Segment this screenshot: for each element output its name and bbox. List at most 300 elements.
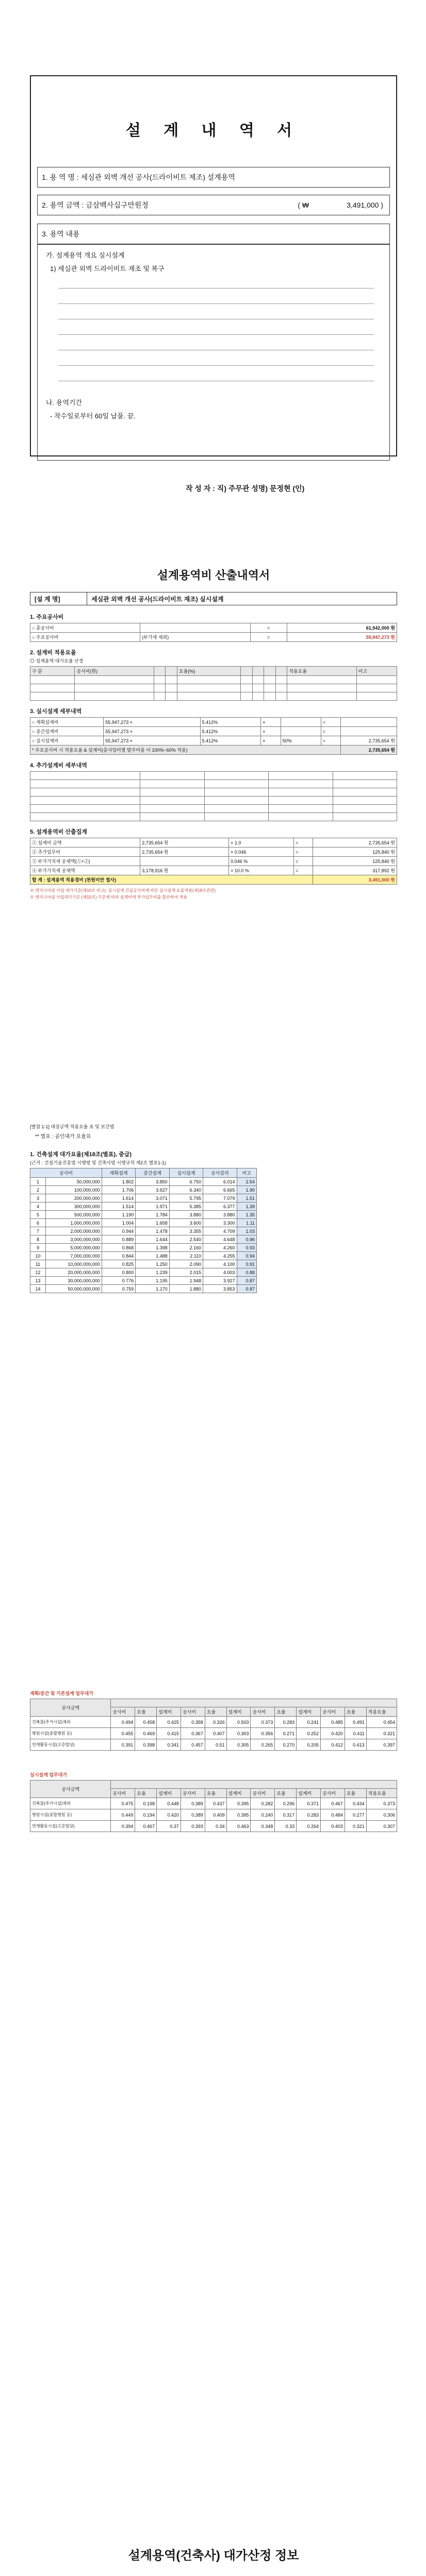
rd-cell: 0.475 [111, 1798, 135, 1809]
rate-cell: 10 [30, 1252, 46, 1260]
rate-cell: 2.110 [169, 1252, 203, 1260]
detail-eq: = [321, 727, 341, 736]
rate-reference-page [30, 1123, 397, 1690]
table-row [30, 1244, 257, 1252]
rate-cell: 30,000,000,000 [46, 1277, 102, 1285]
rd-cell: 0.420 [321, 1728, 345, 1739]
rate-cell: 4.709 [203, 1227, 237, 1235]
rate-cell: 1.398 [136, 1244, 169, 1252]
cost-value: 61,542,000 원 [287, 623, 397, 633]
rd-cell: 0.373 [366, 1798, 397, 1809]
rd-cell: 0.420 [157, 1809, 181, 1821]
rd-cell: 0.415 [157, 1728, 181, 1739]
rd-cell: 0.198 [135, 1798, 157, 1809]
rate-cell: 0.776 [102, 1277, 135, 1285]
rd1-body [30, 1717, 397, 1751]
rd-cell: 0.371 [297, 1798, 321, 1809]
rate-header: 구 분 [30, 667, 75, 676]
rate-cell: 3.627 [136, 1186, 169, 1194]
rate-cell: 4 [30, 1202, 46, 1211]
rate-cell: 1.239 [136, 1268, 169, 1277]
rate-cell: 1.948 [169, 1277, 203, 1285]
author-sign: 작 성 자 : 직) 주무관 성명) 문정현 (인) [186, 484, 305, 493]
summary-b: × 10.0 % [229, 866, 294, 875]
rate-cell: 3.880 [203, 1211, 237, 1219]
rd-cell: 0.307 [366, 1821, 397, 1832]
rd-header: 적용요율 [366, 1789, 397, 1798]
rate-cell: 50,000,000,000 [46, 1285, 102, 1293]
table-row [30, 1809, 397, 1821]
detail-b: 5.412% [200, 727, 261, 736]
fee-info-title: 설계용역(건축사) 대가산정 정보 [128, 2549, 299, 2563]
rate-heading: 1. 건축설계 대가요율(제18조(별표), 중급) [30, 1151, 132, 1158]
rate-cell: 1.706 [102, 1186, 135, 1194]
blank-line [58, 303, 374, 304]
design-name-box [30, 592, 397, 605]
rate-cell: 1.971 [136, 1202, 169, 1211]
rd-cell: 병원시설(종합병원 등) [30, 1809, 111, 1821]
rd-header: 요율 [205, 1789, 226, 1798]
table-row [30, 1194, 257, 1202]
table-row [30, 1781, 397, 1789]
rd-header: 요율 [205, 1707, 226, 1717]
rd-cell: 0.305 [226, 1739, 251, 1751]
table-row [30, 623, 397, 633]
rd-header: 요율 [345, 1707, 366, 1717]
detail-c: × [261, 736, 281, 745]
summary-label: ① 설계비 금액 [30, 838, 140, 848]
rate-col-header: 공사감리 [203, 1168, 237, 1178]
rd-cell: 0.264 [297, 1821, 321, 1832]
table-row [30, 1260, 257, 1268]
rate-cell: 0.844 [102, 1252, 135, 1260]
project-name-row [37, 167, 390, 188]
rd-cell: 0.303 [226, 1728, 251, 1739]
rd-header: 공사금액 [30, 1781, 111, 1798]
rd-header: 공사비 [251, 1789, 275, 1798]
rate-table [30, 666, 397, 701]
rate-header: 공사비(원) [75, 667, 154, 676]
project-name-text: 1. 용 역 명 : 세심관 외벽 개선 공사(드라이비트 제조) 설계용역 [42, 173, 235, 181]
table-row [30, 676, 397, 684]
rate-cell: 0.87 [237, 1285, 256, 1293]
rate-cell: 0.87 [237, 1277, 256, 1285]
table-row [30, 1168, 257, 1178]
detail-table [30, 717, 397, 755]
rate-cell: 1.90 [237, 1186, 256, 1194]
rd-header: 공사비 [111, 1789, 135, 1798]
table-row [30, 857, 397, 866]
rd-cell: 0.356 [251, 1728, 275, 1739]
rate-cell: 1.658 [136, 1219, 169, 1227]
rd-cell: 0.326 [205, 1717, 226, 1728]
summary-d: 317,892 원 [313, 866, 397, 875]
rd-cell: 0.389 [181, 1809, 205, 1821]
rd-cell: 0.389 [181, 1798, 205, 1809]
rate-cell: 14 [30, 1285, 46, 1293]
rd-cell: 0.467 [321, 1798, 345, 1809]
rate-cell: 1.51 [237, 1194, 256, 1202]
table-row [30, 1235, 257, 1244]
rd-cell: 0.395 [226, 1798, 251, 1809]
rate-cell: 1.250 [136, 1260, 169, 1268]
rate-cell: 3.853 [203, 1285, 237, 1293]
detail-b: 5.412% [200, 736, 261, 745]
rate-cell: 5.795 [169, 1194, 203, 1202]
detail-a: 55,947,273 × [104, 736, 200, 745]
table-row [30, 1277, 257, 1285]
rate-cell: 5,000,000,000 [46, 1244, 102, 1252]
rate-cell: 5 [30, 1211, 46, 1219]
rd-cell: 0.321 [345, 1821, 366, 1832]
section-4-title: 4. 추가설계비 세부내역 [30, 762, 87, 769]
rd-cell: 0.373 [251, 1717, 275, 1728]
rate-header: 요율(%) [177, 667, 240, 676]
rd-header: 설계비 [297, 1707, 321, 1717]
blank-line [58, 334, 374, 335]
rd-cell: 0.317 [275, 1809, 297, 1821]
summary-d: 125,840 원 [313, 848, 397, 857]
main-cost-table [30, 623, 397, 642]
rd-cell: 0.397 [366, 1739, 397, 1751]
section-5-title: 5. 설계용역비 산출집계 [30, 829, 87, 835]
estimate-cover-page [30, 75, 397, 493]
summary-a: 2,735,654 원 [140, 848, 229, 857]
rate-cell: 3 [30, 1194, 46, 1202]
item-a: 가. 설계용역 개요 실시설계 [46, 251, 125, 259]
cost-label: ○ 총공사비 [30, 623, 140, 633]
summary-eq: = [294, 866, 313, 875]
table-row [30, 1268, 257, 1277]
rate-ref-body [30, 1178, 257, 1293]
rd-header: 공사비 [321, 1789, 345, 1798]
rate-cell: 2 [30, 1186, 46, 1194]
rd-cell: 0.282 [251, 1798, 275, 1809]
detail-e [341, 727, 397, 736]
summary-a: 2,735,654 원 [140, 838, 229, 848]
rd-cell: 0.469 [135, 1728, 157, 1739]
fee-info-page [30, 2545, 397, 2576]
rate-cell: 6.665 [203, 1186, 237, 1194]
table-row [30, 718, 397, 727]
summary-d: 2,735,654 원 [313, 838, 397, 848]
table-row [30, 838, 397, 848]
section-2-sub: ◎ 설계용역 대가요율 산정 [30, 658, 84, 664]
rd-cell: 0.296 [275, 1798, 297, 1809]
rd-cell: 0.463 [226, 1821, 251, 1832]
design-name-value: 세심관 외벽 개선 공사(드라이비트 재조) 실시설계 [91, 595, 224, 603]
rd-cell: 0.455 [111, 1728, 135, 1739]
summary-a [140, 857, 229, 866]
rate-cell: 0.944 [102, 1227, 135, 1235]
rd-cell: 0.484 [321, 1809, 345, 1821]
rate-cell: 4.255 [203, 1252, 237, 1260]
section-2-title: 2. 설계비 적용요율 [30, 650, 76, 656]
rate-cell: 4.003 [203, 1268, 237, 1277]
table-row [30, 692, 397, 701]
rd-cell: 0.434 [345, 1798, 366, 1809]
rd-cell: 0.485 [321, 1717, 345, 1728]
rd-cell: 0.448 [157, 1798, 181, 1809]
rd-cell: 0.425 [157, 1717, 181, 1728]
table-row [30, 805, 397, 813]
item-a-detail: 1) 세심관 외벽 드라이비트 재조 및 복구 [50, 265, 165, 273]
rate-header: 적용요율 [287, 667, 356, 676]
cover-title: 설 계 내 역 서 [125, 122, 302, 139]
rate-cell: 2.015 [169, 1268, 203, 1277]
detail-total-value: 2,735,654 원 [341, 745, 397, 755]
rate-ref-table [30, 1168, 257, 1293]
rate-cell: 6.014 [203, 1178, 237, 1186]
detail-c: × [261, 718, 281, 727]
rate-cell: 1.03 [237, 1227, 256, 1235]
summary-label: ② 추가업무비 [30, 848, 140, 857]
table-row [30, 684, 397, 692]
rate-detail-table-2 [30, 1780, 397, 1832]
cost-eq: = [250, 633, 287, 642]
rate-cell: 7,000,000,000 [46, 1252, 102, 1260]
rate-cell: 50,000,000 [46, 1178, 102, 1186]
total-label: 합 계 : 설계용역 적용경비 (천원미만 절사) [30, 875, 313, 885]
contents-box [37, 244, 390, 461]
footnote-1: ※ 엔지니어링 사업 대가기준(제10조 비고): 실시설계 건설공사비에 따른 실시설계 요율적용(제18조관련) [30, 888, 216, 893]
rd-cell: 0.51 [205, 1739, 226, 1751]
rd-cell: 0.494 [111, 1717, 135, 1728]
rd-cell: 0.394 [111, 1821, 135, 1832]
rd-cell: 0.409 [205, 1809, 226, 1821]
rate-cell: 2.540 [169, 1235, 203, 1244]
rd-header: 설계비 [226, 1789, 251, 1798]
table-row [30, 1821, 397, 1832]
rate-cell: 0.88 [237, 1268, 256, 1277]
detail-label: ○ 실시설계비 [30, 736, 104, 745]
rd-cell: 0.491 [345, 1717, 366, 1728]
table-row [30, 813, 397, 821]
rate-cell: 3.880 [169, 1211, 203, 1219]
amount-label: 2. 용역 금액 : 금삼백사십구만원정 [42, 201, 149, 209]
rd-header: 공사비 [321, 1707, 345, 1717]
rate-cell: 0.91 [237, 1260, 256, 1268]
footnote-2: ※ 엔지니어링 사업대가기준 (제10조) 기준에 따라 설계비에 추가업무비를 합산하여 적용 [30, 895, 187, 900]
rate-detail-table-1 [30, 1699, 397, 1751]
rd-header: 설계비 [297, 1789, 321, 1798]
rate-cell: 12 [30, 1268, 46, 1277]
rate-cell: 8 [30, 1235, 46, 1244]
rd-cell: 0.341 [157, 1739, 181, 1751]
table-row [30, 1202, 257, 1211]
rd-cell: 건축물(주거시설)제외 [30, 1717, 111, 1728]
rate-cell: 1.004 [102, 1219, 135, 1227]
detail-label: ○ 계획설계비 [30, 718, 104, 727]
rate-cell: 1.488 [136, 1252, 169, 1260]
rd-cell: 0.241 [297, 1717, 321, 1728]
detail-eq: = [321, 718, 341, 727]
rate-cell: 1.802 [102, 1178, 135, 1186]
amount-row [37, 195, 390, 215]
rate-cell: 2,000,000,000 [46, 1227, 102, 1235]
table-row [30, 1285, 257, 1293]
rate-cell: 6 [30, 1219, 46, 1227]
rate-cell: 1.614 [102, 1194, 135, 1202]
table-row [30, 1798, 397, 1809]
detail-a: 55,947,273 × [104, 718, 200, 727]
detail-e: 2,735,654 원 [341, 736, 397, 745]
rate-col-header: 계획설계 [102, 1168, 135, 1178]
rate-cell: 0.96 [237, 1235, 256, 1244]
rd-cell: 0.407 [205, 1728, 226, 1739]
rate-cell: 20,000,000,000 [46, 1268, 102, 1277]
rate-cell: 0.889 [102, 1235, 135, 1244]
rd-cell: 0.37 [157, 1821, 181, 1832]
rate-cell: 6.340 [169, 1186, 203, 1194]
rd2-body [30, 1798, 397, 1832]
rate-cell: 13 [30, 1277, 46, 1285]
rd-cell: 0.271 [275, 1728, 297, 1739]
rd-header: 요율 [345, 1789, 366, 1798]
rd-cell: 0.277 [345, 1809, 366, 1821]
rate-cell: 11 [30, 1260, 46, 1268]
table-row [30, 1219, 257, 1227]
rd-cell: 0.395 [226, 1809, 251, 1821]
rd-header: 공사비 [181, 1789, 205, 1798]
ref-note-2: ** 별표 : 공인대가 요율표 [35, 1134, 91, 1140]
rd-cell: 0.367 [181, 1728, 205, 1739]
rd-cell: 0.412 [321, 1739, 345, 1751]
table-row [30, 780, 397, 788]
rate-cell: 0.759 [102, 1285, 135, 1293]
cost-label: ○ 주요공사비 [30, 633, 140, 642]
table-row [30, 772, 397, 780]
summary-b: 0.046 % [229, 857, 294, 866]
rd-cell: 0.393 [181, 1821, 205, 1832]
table-row [30, 745, 397, 755]
rd-cell: 연계활동시설(고층빌딩) [30, 1821, 111, 1832]
rd-cell: 0.449 [111, 1809, 135, 1821]
rd-cell: 0.411 [345, 1728, 366, 1739]
rate-cell: 0.800 [102, 1268, 135, 1277]
rd-cell: 0.467 [135, 1821, 157, 1832]
cost-eq: = [250, 623, 287, 633]
summary-d: 125,840 원 [313, 857, 397, 866]
rd-cell: 0.33 [275, 1821, 297, 1832]
rate-cell: 7.079 [203, 1194, 237, 1202]
rd-header: 공사금액 [30, 1699, 111, 1717]
blank-line [58, 288, 374, 289]
detail-eq: = [321, 736, 341, 745]
rate-cell: 4.648 [203, 1235, 237, 1244]
rate-col-header: 실시설계 [169, 1168, 203, 1178]
rd-cell: 0.413 [345, 1739, 366, 1751]
rd-header: 요율 [275, 1707, 297, 1717]
rate-cell: 1.39 [237, 1202, 256, 1211]
rate-col-header: 중간설계 [136, 1168, 169, 1178]
table-row [30, 1186, 257, 1194]
detail-d: 50% [281, 736, 321, 745]
rate-cell: 1.11 [237, 1219, 256, 1227]
table-row [30, 1717, 397, 1728]
summary-label: ④ 부가가치세 공제액 [30, 866, 140, 875]
detail-e [341, 718, 397, 727]
summary-a: 3,178,916 원 [140, 866, 229, 875]
summary-label: ③ 부가가치세 공제액(①+②) [30, 857, 140, 866]
summary-b: × 1.0 [229, 838, 294, 848]
summary-eq: = [294, 857, 313, 866]
rd-cell: 0.458 [135, 1717, 157, 1728]
rate-cell: 3.300 [203, 1219, 237, 1227]
breakdown-title: 설계용역비 산출내역서 [157, 569, 270, 582]
rate-cell: 1.195 [136, 1277, 169, 1285]
rate-cell: 1.35 [237, 1211, 256, 1219]
section-3-title: 3. 실시설계 세부내역 [30, 708, 82, 715]
rd-cell: 0.358 [181, 1717, 205, 1728]
rd-header: 요율 [275, 1789, 297, 1798]
table1-title: 계획/중간 및 기본설계 업무대가 [30, 1691, 94, 1696]
design-name-label: [설 계 명] [30, 592, 87, 605]
rd-cell: 0.283 [275, 1717, 297, 1728]
amount-value-group [298, 201, 383, 209]
table-row [30, 848, 397, 857]
contents-label: 3. 용역 내용 [42, 230, 80, 238]
rate-cell: 4.260 [203, 1244, 237, 1252]
rate-cell: 3.927 [203, 1277, 237, 1285]
rate-cell: 6.750 [169, 1178, 203, 1186]
ref-note-1: [별첨 1-1] 대상금액 적용요율 표 및 보간법 [30, 1124, 114, 1129]
cost-note [140, 623, 250, 633]
table-row [30, 796, 397, 805]
rd-cell: 0.398 [135, 1739, 157, 1751]
rd-cell: 0.252 [297, 1728, 321, 1739]
rate-cell: 1.880 [169, 1285, 203, 1293]
rate-cell: 1.190 [102, 1211, 135, 1219]
cost-breakdown-page [30, 567, 397, 927]
rd-cell: 0.194 [135, 1809, 157, 1821]
rate-cell: 3.850 [136, 1178, 169, 1186]
blank-line [58, 365, 374, 366]
rd-cell: 0.240 [251, 1809, 275, 1821]
detail-b: 5.412% [200, 718, 261, 727]
rate-cell: 5.385 [169, 1202, 203, 1211]
rd-cell: 0.403 [321, 1821, 345, 1832]
rate-cell: 3.355 [169, 1227, 203, 1235]
rate-header: 비고 [356, 667, 397, 676]
rd-cell: 병원시설(종합병원 등) [30, 1728, 111, 1739]
rate-cell: 0.94 [237, 1252, 256, 1260]
total-value: 3,491,000 원 [313, 875, 397, 885]
rd-header: 적용요율 [366, 1707, 397, 1717]
contents-label-row [37, 224, 390, 244]
rate-cell: 0.93 [237, 1244, 256, 1252]
extra-table [30, 771, 397, 821]
rate-cell: 2.54 [237, 1178, 256, 1186]
rate-cell: 9 [30, 1244, 46, 1252]
rate-cell: 3.071 [136, 1194, 169, 1202]
amount-value: 3,491,000 ) [347, 201, 383, 209]
rd-cell: 0.457 [181, 1739, 205, 1751]
rate-cell: 0.825 [102, 1260, 135, 1268]
rd-cell: 0.283 [297, 1809, 321, 1821]
rd-cell: 0.270 [275, 1739, 297, 1751]
table2-title: 실시설계 업무대가 [30, 1772, 68, 1777]
table-row [30, 1178, 257, 1186]
rate-cell: 1.478 [136, 1227, 169, 1235]
rate-cell: 3,000,000,000 [46, 1235, 102, 1244]
rd-cell: 0.391 [111, 1739, 135, 1751]
detail-d [281, 718, 321, 727]
rate-cell: 1 [30, 1178, 46, 1186]
table-row [30, 788, 397, 796]
detail-total-label: * 주요공사비 시 적용요율 & 설계비(총사업비별 발주비용 이 100%~60% 적용) [30, 745, 341, 755]
rd-cell: 연계활동시설(고층빌딩) [30, 1739, 111, 1751]
